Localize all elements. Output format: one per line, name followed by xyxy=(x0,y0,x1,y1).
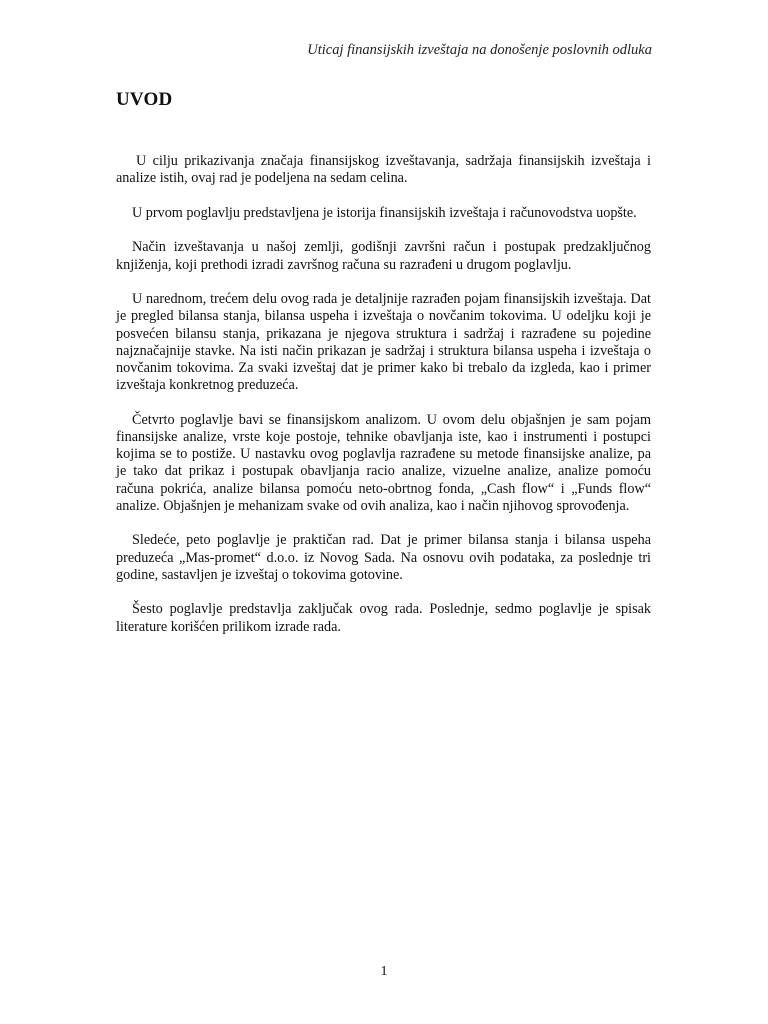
paragraph-chapter-3: U narednom, trećem delu ovog rada je detaljnije razrađen pojam finansijskih izveštaja. Dat je pregled bilansa stanja, bilansa uspeha i izveštaja o novčanim tokovima. U odeljku koji je posvećen bilansu stanja, prikazana je njegova struktura i sadržaj i razrađene su pojedine najznačajnije stavke. Na isti način prikazan je sadržaj i struktura bilansa uspeha i izveštaja o novčanim tokovima. Za svaki izveštaj dat je primer kako bi trebalo da izgleda, kao i primer izveštaja konkretnog preduzeća. xyxy=(116,291,651,394)
paragraph-intro: U cilju prikazivanja značaja finansijskog izveštavanja, sadržaja finansijskih izveštaja i analize istih, ovaj rad je podeljena na sedam celina. xyxy=(116,153,651,187)
page-number: 1 xyxy=(380,964,388,979)
paragraph-chapter-4: Četvrto poglavlje bavi se finansijskom analizom. U ovom delu objašnjen je sam pojam finansijske analize, vrste koje postoje, tehnike obavljanja iste, kao i instrumenti i postupci kojima se to postiže. U nastavku ovog poglavlja razrađene su metode finansijske analize, pa je tako dat prikaz i postupak obavljanja racio analize, vizuelne analize, analize pomoću računa pokrića, analize bilansa pomoću neto-obrtnog fonda, „Cash flow“ i „Funds flow“ analize. Objašnjen je mehanizam svake od ovih analiza, kao i način njihovog sprovođenja. xyxy=(116,411,651,514)
paragraph-chapter-5: Sledeće, peto poglavlje je praktičan rad. Dat je primer bilansa stanja i bilansa uspeha preduzeća „Mas-promet“ d.o.o. iz Novog Sada. Na osnovu ovih podataka, za poslednje tri godine, sastavljen je izveštaj o tokovima gotovine. xyxy=(116,532,651,583)
paragraph-chapter-1: U prvom poglavlju predstavljena je istorija finansijskih izveštaja i računovodstva uopšte. xyxy=(132,204,637,221)
section-title: UVOD xyxy=(116,89,173,110)
running-header: Uticaj finansijskih izveštaja na donošenje poslovnih odluka xyxy=(307,42,652,58)
body-text xyxy=(116,153,651,653)
paragraph-chapter-2: Način izveštavanja u našoj zemlji, godišnji završni račun i postupak predzaključnog knjiženja, koji prethodi izradi završnog računa su razrađeni u drugom poglavlju. xyxy=(116,239,651,273)
paragraph-chapter-6-7: Šesto poglavlje predstavlja zaključak ovog rada. Poslednje, sedmo poglavlje je spisak literature korišćen prilikom izrade rada. xyxy=(116,601,651,635)
